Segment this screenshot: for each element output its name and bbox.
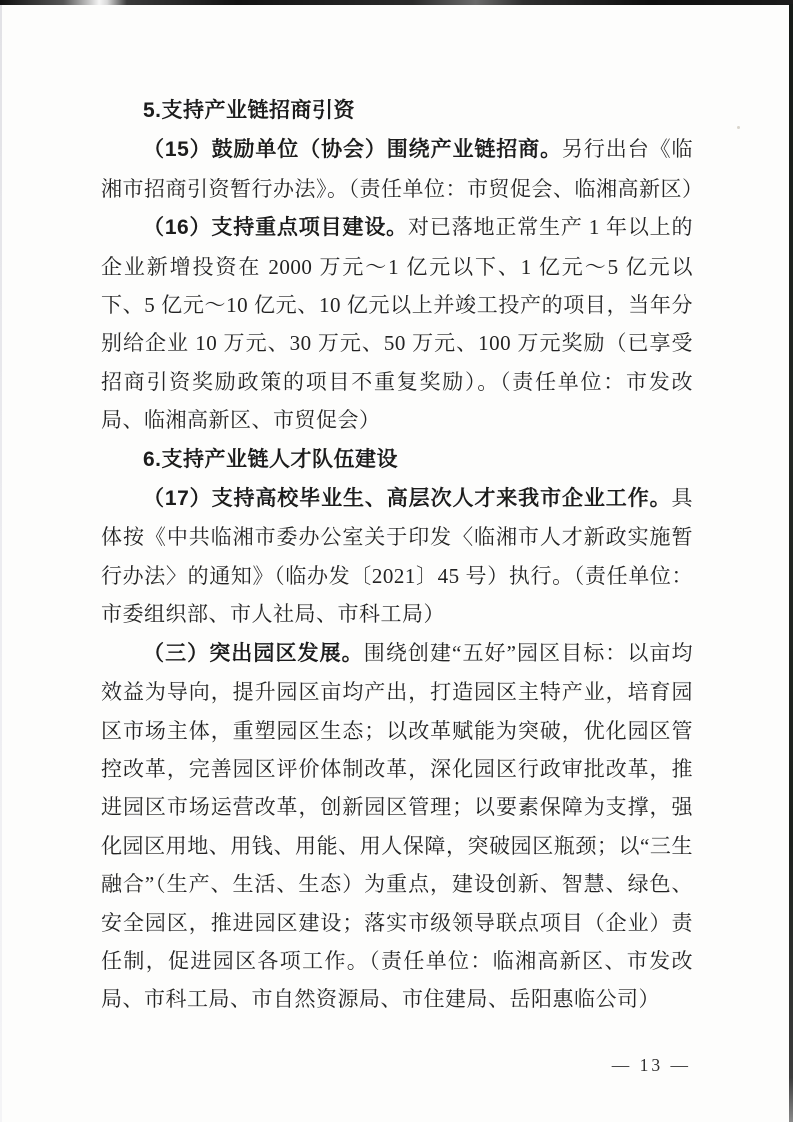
section-heading-6 bbox=[101, 440, 693, 479]
paragraph-section-3-body: 围绕创建“五好”园区目标：以亩均效益为导向，提升园区亩均产出，打造园区主特产业，培育园区市场主体，重塑园区生态；以改革赋能为突破，优化园区管控改革，完善园区评价体制改革，深化园区行政审批改革，推进园区市场运营改革，创新园区管理；以要素保障为支撑，强化园区用地、用钱、用能、用人保障，突破园区瓶颈；以“三生融合”（生产、生活、生态）为重点，建设创新、智慧、绿色、安全园区，推进园区建设；落实市级领导联点项目（企业）责任制，促进园区各项工作。（责任单位：临湘高新区、市发改局、市科工局、市自然资源局、市住建局、岳阳惠临公司） bbox=[101, 640, 694, 1012]
paragraph-section-3-lead: （三）突出园区发展。 bbox=[143, 641, 364, 665]
paragraph-item-16-lead: （16）支持重点项目建设。 bbox=[143, 216, 409, 240]
scan-artifact-left-edge bbox=[0, 5, 2, 1122]
section-heading-5-text: 5.支持产业链招商引资 bbox=[143, 99, 356, 122]
paragraph-item-15-lead: （15）鼓励单位（协会）围绕产业链招商。 bbox=[143, 138, 562, 162]
paragraph-item-15 bbox=[101, 130, 704, 208]
scan-dust-speck bbox=[737, 126, 740, 129]
section-heading-5 bbox=[101, 91, 693, 130]
paragraph-item-17 bbox=[101, 479, 693, 634]
section-heading-6-text: 6.支持产业链人才队伍建设 bbox=[143, 447, 399, 471]
paragraph-section-3 bbox=[101, 634, 693, 1019]
paragraph-item-15-body: 另行出台《临湘市招商引资暂行办法》。（责任单位：市贸促会、临湘高新区） bbox=[101, 137, 704, 201]
scan-artifact-right-edge bbox=[789, 4, 793, 1122]
paragraph-item-16-body: 对已落地正常生产 1 年以上的企业新增投资在 2000 万元～1 亿元以下、1 亿元～5 亿元以下、5 亿元～10 亿元、10 亿元以上并竣工投产的项目，当年分别给企业 10 万元、30 万元、50 万元、100 万元奖励（已享受招商引资奖励政策的项目不重复奖励）。（责任单位：市发改局、临湘高新区、市贸促会） bbox=[101, 215, 694, 433]
paragraph-item-16 bbox=[101, 208, 693, 439]
scan-artifact-top-edge bbox=[0, 0, 793, 5]
paragraph-item-17-body: 具体按《中共临湘市委办公室关于印发〈临湘市人才新政实施暂行办法〉的通知》（临办发〔2021〕45 号）执行。（责任单位：市委组织部、市人社局、市科工局） bbox=[101, 486, 693, 627]
page-number: — 13 — bbox=[611, 1055, 691, 1075]
paragraph-item-17-lead: （17）支持高校毕业生、高层次人才来我市企业工作。 bbox=[143, 487, 672, 511]
document-body bbox=[101, 91, 704, 1019]
